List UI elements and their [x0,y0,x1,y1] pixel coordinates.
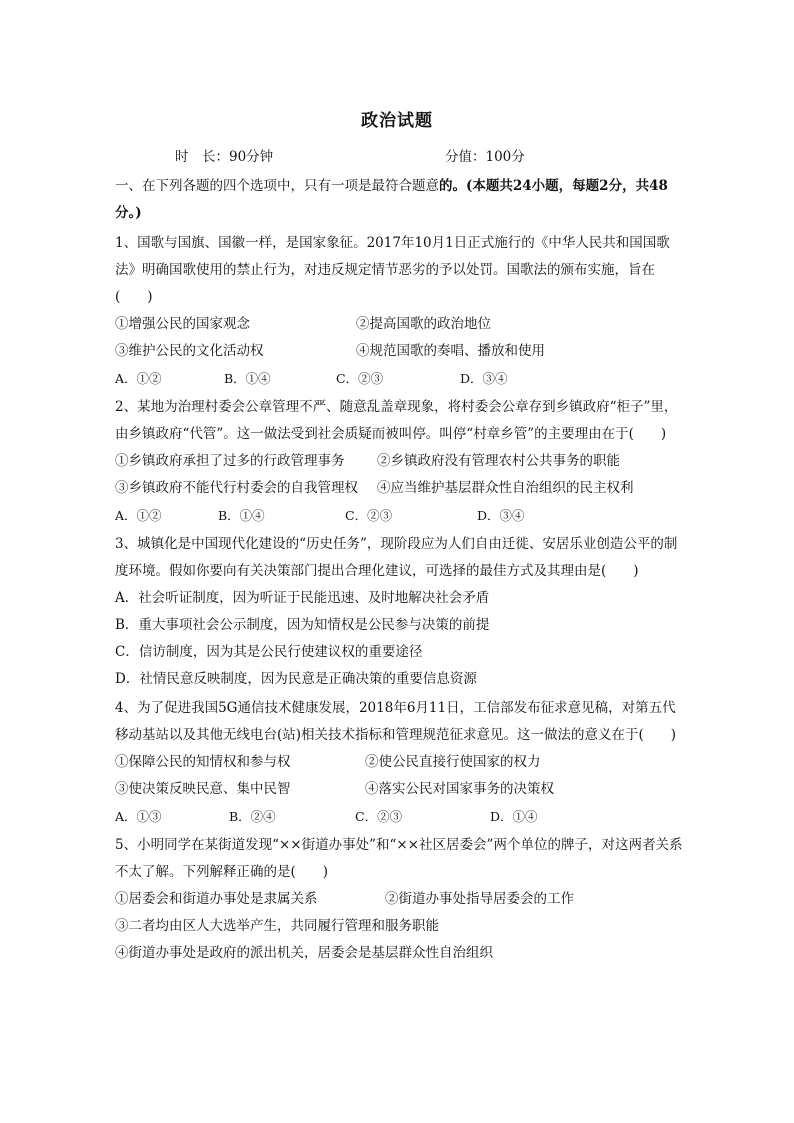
answer-row [115,502,685,529]
statement-4: ④落实公民对国家事务的决策权 [365,781,554,797]
statement-1: ①乡镇政府承担了过多的行政管理事务 [115,453,345,469]
statement-2: ②乡镇政府没有管理农村公共事务的职能 [377,453,620,469]
choice-a: A．①② [115,508,162,523]
choice-a: A．①② [115,371,162,386]
answer-row [115,365,685,392]
question-1 [115,230,685,392]
question-stem: 1、国歌与国旗、国徽一样，是国家象征。2017年10月1日正式施行的《中华人民共和国国歌法》明确国歌使用的禁止行为，对违反规定情节恶劣的予以处罚。国歌法的颁布实施，旨在( ) [115,235,670,305]
section-heading-bold: 的。(本题共24小题，每题2分，共48分。) [115,178,668,221]
statement-3: ③维护公民的文化活动权 [115,343,264,359]
statement-1: ①增强公民的国家观念 [115,316,250,332]
statement-3: ③乡镇政府不能代行村委会的自我管理权 [115,480,358,496]
choice-c: C．②③ [336,371,384,386]
section-heading [115,173,685,227]
question-2 [115,394,685,529]
exam-body [115,173,685,967]
statement-4: ④街道办事处是政府的派出机关，居委会是基层群众性自治组织 [115,945,493,961]
choice-d: D．③④ [477,508,525,523]
statement-1: ①居委会和街道办事处是隶属关系 [115,891,318,907]
question-4 [115,695,685,830]
question-stem: 3、城镇化是中国现代化建设的“历史任务”，现阶段应为人们自由迁徙、安居乐业创造公平的制度环境。假如你要向有关决策部门提出合理化建议，可选择的最佳方式及其理由是( ) [115,536,678,579]
choice-b: B．①④ [218,508,265,523]
question-stem: 5、小明同学在某街道发现“××街道办事处”和“××社区居委会”两个单位的牌子，对这两者关系不太了解。下列解释正确的是( ) [115,837,683,880]
exam-duration: 时 长：90分钟 [175,149,274,165]
page-title: 政治试题 [361,111,433,131]
question-stem: 4、为了促进我国5G通信技术健康发展，2018年6月11日，工信部发布征求意见稿，对第五代移动基站以及其他无线电台(站)相关技术指标和管理规范征求意见。这一做法的意义在于( ) [115,700,677,743]
statement-3: ③使决策反映民意、集中民智 [115,781,291,797]
statement-2: ②街道办事处指导居委会的工作 [385,891,574,907]
exam-score: 分值：100分 [445,149,525,165]
choice-a: A．社会听证制度，因为听证于民能迅速、及时地解决社会矛盾 [115,590,490,606]
exam-meta [175,145,575,165]
choice-b: B．①④ [224,371,271,386]
option-row [115,311,685,338]
choice-b: B．②④ [229,809,276,824]
answer-row [115,803,685,830]
choice-b: B．重大事项社会公示制度，因为知情权是公民参与决策的前提 [115,617,490,633]
choice-c: C．信访制度，因为其是公民行使建议权的重要途径 [115,644,423,660]
statement-2: ②提高国歌的政治地位 [356,316,491,332]
statement-4: ④应当维护基层群众性自治组织的民主权利 [377,480,634,496]
statement-4: ④规范国歌的奏唱、播放和使用 [356,343,545,359]
section-heading-text: 一、在下列各题的四个选项中，只有一项是最符合题意 [115,178,439,194]
choice-c: C．②③ [355,809,403,824]
choice-d: D．社情民意反映制度，因为民意是正确决策的重要信息资源 [115,671,477,687]
question-3 [115,531,685,693]
statement-3: ③二者均由区人大选举产生，共同履行管理和服务职能 [115,918,439,934]
choice-d: D．①④ [490,809,538,824]
option-row [115,886,685,913]
option-row [115,448,685,475]
option-row [115,338,685,365]
question-stem: 2、某地为治理村委会公章管理不严、随意乱盖章现象，将村委会公章存到乡镇政府“柜子”里，由乡镇政府“代管”。这一做法受到社会质疑而被叫停。叫停“村章乡管”的主要理由在于( ) [115,399,678,442]
statement-2: ②使公民直接行使国家的权力 [365,754,541,770]
choice-d: D．③④ [460,371,508,386]
choice-a: A．①③ [115,809,162,824]
option-row [115,475,685,502]
choice-c: C．②③ [345,508,393,523]
option-row [115,776,685,803]
question-5 [115,832,685,967]
option-row [115,749,685,776]
statement-1: ①保障公民的知情权和参与权 [115,754,291,770]
